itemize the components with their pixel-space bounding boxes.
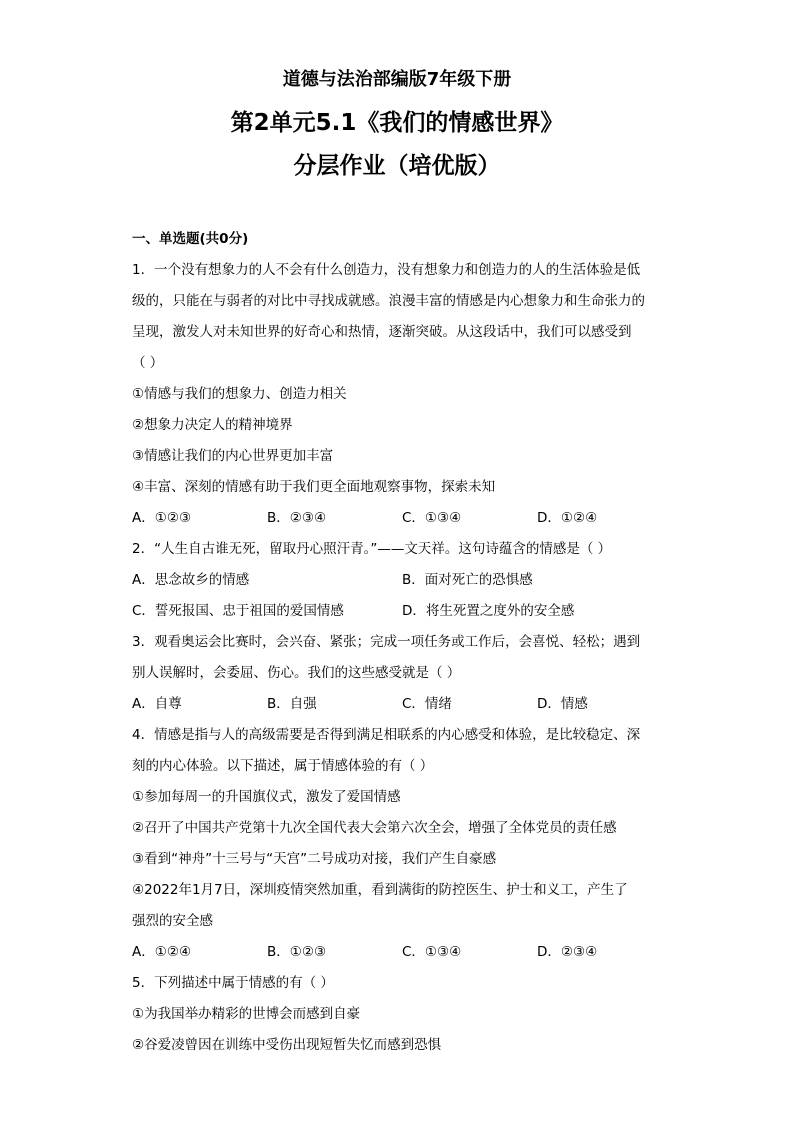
section-heading: 一、单选题(共0分): [132, 231, 249, 247]
question-stem-line: 呈现，激发人对未知世界的好奇心和热情，逐渐突破。从这段话中，我们可以感受到: [132, 324, 632, 340]
option-d[interactable]: D．情感: [537, 696, 588, 712]
option-b[interactable]: B．面对死亡的恐惧感: [402, 572, 533, 588]
question-2: [132, 534, 672, 627]
statement-item: ④2022年1月7日，深圳疫情突然加重，看到满街的防控医生、护士和义工，产生了: [132, 882, 628, 898]
option-d[interactable]: D．将生死置之度外的安全感: [402, 603, 575, 619]
statement-item: 强烈的安全感: [132, 913, 213, 929]
question-5: [132, 968, 672, 1061]
statement-item: ②想象力决定人的精神境界: [132, 417, 293, 433]
question-stem-line: 3．观看奥运会比赛时，会兴奋、紧张；完成一项任务或工作后，会喜悦、轻松；遇到: [132, 634, 641, 650]
statement-item: ③情感让我们的内心世界更加丰富: [132, 448, 334, 464]
statement-item: ①为我国举办精彩的世博会而感到自豪: [132, 1006, 361, 1022]
statement-item: ①情感与我们的想象力、创造力相关: [132, 386, 347, 402]
answer-options: [132, 596, 672, 627]
option-a[interactable]: A．自尊: [132, 696, 182, 712]
statement-item: ①参加每周一的升国旗仪式，激发了爱国情感: [132, 789, 401, 805]
option-a[interactable]: A．思念故乡的情感: [132, 572, 250, 588]
question-stem-line: 级的，只能在与弱者的对比中寻找成就感。浪漫丰富的情感是内心想象力和生命张力的: [132, 293, 645, 309]
option-b[interactable]: B．自强: [267, 696, 317, 712]
answer-options: [132, 937, 672, 968]
question-stem-line: 刻的内心体验。以下描述，属于情感体验的有（ ）: [132, 758, 434, 774]
question-list: [132, 224, 672, 1061]
option-c[interactable]: C．情绪: [402, 696, 452, 712]
question-stem-line: 4．情感是指与人的高级需要是否得到满足相联系的内心感受和体验，是比较稳定、深: [132, 727, 641, 743]
document-title-sub: 分层作业（培优版）: [293, 153, 501, 179]
answer-options: [132, 565, 672, 596]
document-subtitle: 道德与法治部编版7年级下册: [282, 69, 512, 90]
question-stem-line: 别人误解时，会委屈、伤心。我们的这些感受就是（ ）: [132, 665, 461, 681]
option-b[interactable]: B．①②③: [267, 944, 327, 960]
question-stem-line: （ ）: [132, 355, 164, 371]
statement-item: ②谷爱凌曾因在训练中受伤出现短暂失忆而感到恐惧: [132, 1037, 442, 1053]
question-4: [132, 720, 672, 968]
document-title: 第2单元5.1《我们的情感世界》: [230, 110, 564, 136]
option-a[interactable]: A．①②④: [132, 944, 192, 960]
option-d[interactable]: D．②③④: [537, 944, 598, 960]
question-stem-line: 5．下列描述中属于情感的有（ ）: [132, 975, 334, 991]
statement-item: ④丰富、深刻的情感有助于我们更全面地观察事物，探索未知: [132, 479, 496, 495]
option-c[interactable]: C．誓死报国、忠于祖国的爱国情感: [132, 603, 344, 619]
option-d[interactable]: D．①②④: [537, 510, 598, 526]
question-3: [132, 627, 672, 720]
question-stem-line: 2．“人生自古谁无死，留取丹心照汗青。”——文天祥。这句诗蕴含的情感是（ ）: [132, 541, 612, 557]
option-c[interactable]: C．①③④: [402, 944, 462, 960]
statement-item: ③看到“神舟”十三号与“天宫”二号成功对接，我们产生自豪感: [132, 851, 497, 867]
statement-item: ②召开了中国共产党第十九次全国代表大会第六次全会，增强了全体党员的责任感: [132, 820, 617, 836]
option-c[interactable]: C．①③④: [402, 510, 462, 526]
question-stem-line: 1．一个没有想象力的人不会有什么创造力，没有想象力和创造力的人的生活体验是低: [132, 262, 641, 278]
answer-options: [132, 503, 672, 534]
question-1: [132, 255, 672, 534]
option-b[interactable]: B．②③④: [267, 510, 327, 526]
answer-options: [132, 689, 672, 720]
option-a[interactable]: A．①②③: [132, 510, 192, 526]
